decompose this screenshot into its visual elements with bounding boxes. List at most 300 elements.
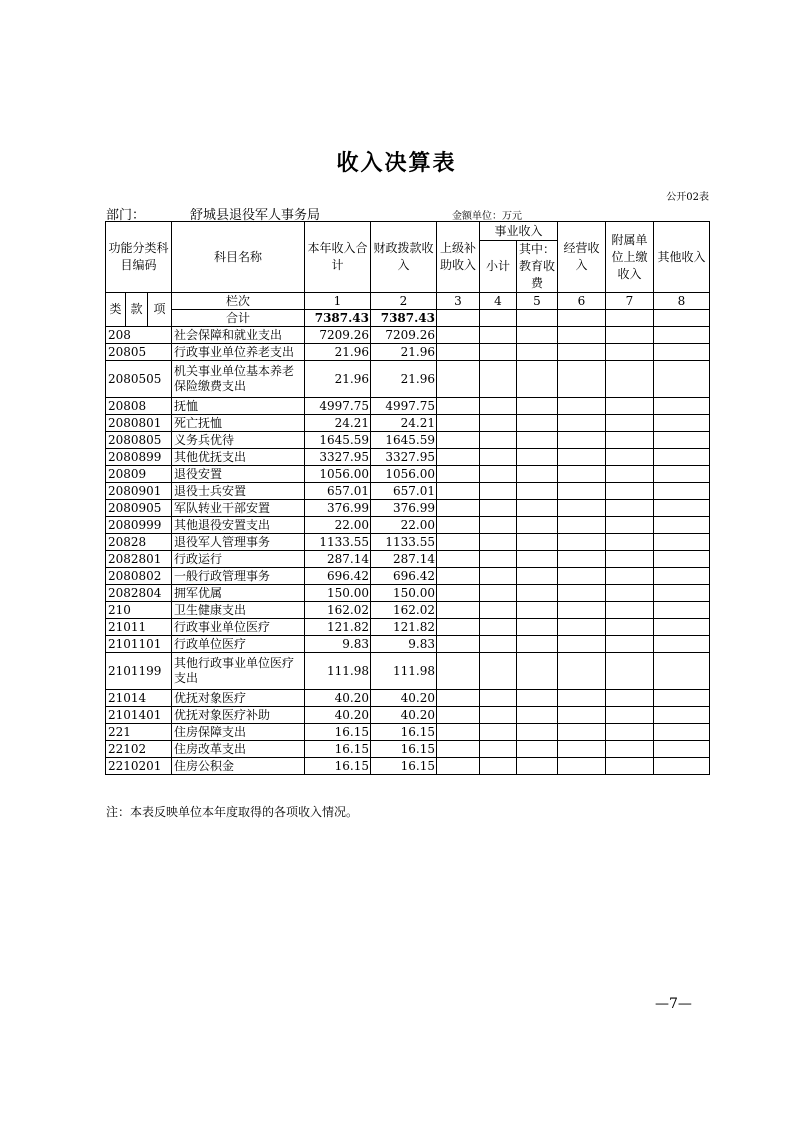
empty-cell (606, 500, 654, 517)
empty-cell (654, 344, 710, 361)
empty-cell (437, 636, 480, 653)
row-fiscal: 111.98 (371, 653, 437, 690)
row-code: 2082804 (106, 585, 172, 602)
row-current-income: 3327.95 (305, 449, 371, 466)
row-fiscal: 40.20 (371, 707, 437, 724)
empty-cell (437, 415, 480, 432)
empty-cell (437, 758, 480, 775)
empty-cell (654, 551, 710, 568)
header-affiliated: 附属单位上缴收入 (606, 222, 654, 293)
empty-cell (437, 602, 480, 619)
empty-cell (606, 741, 654, 758)
empty-cell (654, 568, 710, 585)
col-index-6: 6 (558, 293, 606, 310)
empty-cell (606, 483, 654, 500)
empty-cell (480, 724, 517, 741)
row-subject-name: 死亡抚恤 (172, 415, 305, 432)
row-code: 208 (106, 327, 172, 344)
empty-cell (558, 398, 606, 415)
empty-cell (480, 344, 517, 361)
col-index-1: 1 (305, 293, 371, 310)
empty-cell (654, 707, 710, 724)
table-row (106, 500, 710, 517)
row-subject-name: 抚恤 (172, 398, 305, 415)
empty-cell (606, 724, 654, 741)
empty-cell (606, 636, 654, 653)
empty-cell (606, 449, 654, 466)
page-title: 收入决算表 (336, 151, 457, 176)
empty-cell (558, 466, 606, 483)
header-subject-name: 科目名称 (172, 222, 305, 293)
row-current-income: 4997.75 (305, 398, 371, 415)
header-subtotal: 小计 (480, 241, 517, 293)
row-subject-name: 一般行政管理事务 (172, 568, 305, 585)
empty-cell (654, 758, 710, 775)
row-subject-name: 拥军优属 (172, 585, 305, 602)
empty-cell (606, 585, 654, 602)
row-fiscal: 4997.75 (371, 398, 437, 415)
table-body (106, 222, 710, 775)
row-current-income: 16.15 (305, 758, 371, 775)
empty-cell (517, 585, 558, 602)
row-current-income: 7209.26 (305, 327, 371, 344)
empty-cell (437, 449, 480, 466)
header-kuan: 款 (126, 293, 148, 327)
empty-cell (437, 653, 480, 690)
row-code: 2101401 (106, 707, 172, 724)
row-current-income: 657.01 (305, 483, 371, 500)
header-current-income: 本年收入合计 (305, 222, 371, 293)
empty-cell (480, 690, 517, 707)
row-code: 2080801 (106, 415, 172, 432)
table-row (106, 758, 710, 775)
empty-cell (606, 398, 654, 415)
empty-cell (437, 619, 480, 636)
row-current-income: 40.20 (305, 707, 371, 724)
table-row (106, 602, 710, 619)
empty-cell (437, 344, 480, 361)
row-code: 2080802 (106, 568, 172, 585)
empty-cell (558, 741, 606, 758)
table-row (106, 398, 710, 415)
row-code: 2080999 (106, 517, 172, 534)
empty-cell (437, 432, 480, 449)
empty-cell (654, 466, 710, 483)
empty-cell (654, 415, 710, 432)
row-fiscal: 22.00 (371, 517, 437, 534)
table-row (106, 636, 710, 653)
header-xiang: 项 (148, 293, 172, 327)
row-subject-name: 住房公积金 (172, 758, 305, 775)
empty-cell (558, 568, 606, 585)
empty-cell (480, 361, 517, 398)
empty-cell (517, 398, 558, 415)
empty-cell (517, 500, 558, 517)
empty-cell (517, 551, 558, 568)
row-subject-name: 社会保障和就业支出 (172, 327, 305, 344)
row-fiscal: 150.00 (371, 585, 437, 602)
col-index-4: 4 (480, 293, 517, 310)
row-fiscal: 16.15 (371, 724, 437, 741)
row-fiscal: 1645.59 (371, 432, 437, 449)
row-code: 20805 (106, 344, 172, 361)
empty-cell (654, 636, 710, 653)
empty-cell (606, 310, 654, 327)
empty-cell (437, 568, 480, 585)
table-row (106, 551, 710, 568)
table-row (106, 568, 710, 585)
row-current-income: 287.14 (305, 551, 371, 568)
empty-cell (517, 361, 558, 398)
table-row (106, 653, 710, 690)
empty-cell (517, 534, 558, 551)
row-subject-name: 其他退役安置支出 (172, 517, 305, 534)
row-code: 21011 (106, 619, 172, 636)
empty-cell (517, 466, 558, 483)
empty-cell (517, 344, 558, 361)
col-index-7: 7 (606, 293, 654, 310)
row-code: 2101199 (106, 653, 172, 690)
header-superior: 上级补助收入 (437, 222, 480, 293)
empty-cell (558, 534, 606, 551)
table-row (106, 483, 710, 500)
empty-cell (517, 449, 558, 466)
empty-cell (654, 500, 710, 517)
row-current-income: 21.96 (305, 361, 371, 398)
empty-cell (517, 653, 558, 690)
row-subject-name: 机关事业单位基本养老保险缴费支出 (172, 361, 305, 398)
row-fiscal: 40.20 (371, 690, 437, 707)
header-fiscal: 财政拨款收入 (371, 222, 437, 293)
row-fiscal: 162.02 (371, 602, 437, 619)
column-index-row (106, 293, 710, 310)
empty-cell (606, 551, 654, 568)
empty-cell (654, 483, 710, 500)
row-fiscal: 1133.55 (371, 534, 437, 551)
col-index-5: 5 (517, 293, 558, 310)
department-label: 部门： (106, 208, 146, 223)
empty-cell (654, 741, 710, 758)
row-subject-name: 住房保障支出 (172, 724, 305, 741)
table-row (106, 327, 710, 344)
empty-cell (437, 361, 480, 398)
empty-cell (480, 449, 517, 466)
row-current-income: 16.15 (305, 741, 371, 758)
row-subject-name: 义务兵优待 (172, 432, 305, 449)
row-fiscal: 121.82 (371, 619, 437, 636)
empty-cell (480, 398, 517, 415)
row-code: 22102 (106, 741, 172, 758)
empty-cell (654, 517, 710, 534)
row-fiscal: 3327.95 (371, 449, 437, 466)
empty-cell (654, 361, 710, 398)
header-other: 其他收入 (654, 222, 710, 293)
empty-cell (558, 344, 606, 361)
empty-cell (480, 432, 517, 449)
empty-cell (437, 327, 480, 344)
empty-cell (654, 585, 710, 602)
empty-cell (480, 500, 517, 517)
row-current-income: 150.00 (305, 585, 371, 602)
empty-cell (606, 758, 654, 775)
table-row (106, 449, 710, 466)
empty-cell (517, 690, 558, 707)
col-index-2: 2 (371, 293, 437, 310)
empty-cell (437, 517, 480, 534)
empty-cell (437, 690, 480, 707)
row-code: 2210201 (106, 758, 172, 775)
empty-cell (517, 741, 558, 758)
empty-cell (558, 707, 606, 724)
empty-cell (654, 724, 710, 741)
empty-cell (517, 758, 558, 775)
empty-cell (606, 619, 654, 636)
row-subject-name: 卫生健康支出 (172, 602, 305, 619)
header-row (106, 222, 710, 241)
row-fiscal: 16.15 (371, 758, 437, 775)
empty-cell (558, 551, 606, 568)
total-current: 7387.43 (305, 310, 371, 327)
empty-cell (606, 415, 654, 432)
row-fiscal: 657.01 (371, 483, 437, 500)
empty-cell (606, 361, 654, 398)
empty-cell (437, 585, 480, 602)
row-subject-name: 退役安置 (172, 466, 305, 483)
total-row (106, 310, 710, 327)
empty-cell (654, 310, 710, 327)
empty-cell (558, 310, 606, 327)
row-code: 20809 (106, 466, 172, 483)
empty-cell (480, 466, 517, 483)
table-row (106, 466, 710, 483)
empty-cell (558, 619, 606, 636)
empty-cell (480, 568, 517, 585)
row-current-income: 162.02 (305, 602, 371, 619)
empty-cell (606, 707, 654, 724)
row-fiscal: 21.96 (371, 361, 437, 398)
total-label: 合计 (172, 310, 305, 327)
empty-cell (606, 568, 654, 585)
row-subject-name: 优抚对象医疗补助 (172, 707, 305, 724)
row-fiscal: 16.15 (371, 741, 437, 758)
empty-cell (558, 758, 606, 775)
empty-cell (517, 517, 558, 534)
table-row (106, 517, 710, 534)
table-row (106, 619, 710, 636)
empty-cell (654, 653, 710, 690)
empty-cell (558, 500, 606, 517)
empty-cell (480, 602, 517, 619)
row-current-income: 1645.59 (305, 432, 371, 449)
header-lei: 类 (106, 293, 126, 327)
empty-cell (437, 398, 480, 415)
row-current-income: 16.15 (305, 724, 371, 741)
row-code: 2080899 (106, 449, 172, 466)
empty-cell (654, 619, 710, 636)
empty-cell (517, 707, 558, 724)
row-code: 2080905 (106, 500, 172, 517)
empty-cell (606, 466, 654, 483)
empty-cell (480, 741, 517, 758)
row-code: 20828 (106, 534, 172, 551)
empty-cell (654, 449, 710, 466)
empty-cell (480, 585, 517, 602)
department-name: 舒城县退役军人事务局 (190, 208, 321, 223)
footnote: 注：本表反映单位本年度取得的各项收入情况。 (106, 805, 359, 819)
row-code: 2080805 (106, 432, 172, 449)
row-code: 210 (106, 602, 172, 619)
row-subject-name: 退役军人管理事务 (172, 534, 305, 551)
row-fiscal: 9.83 (371, 636, 437, 653)
empty-cell (606, 690, 654, 707)
row-code: 21014 (106, 690, 172, 707)
empty-cell (558, 636, 606, 653)
row-current-income: 22.00 (305, 517, 371, 534)
empty-cell (606, 432, 654, 449)
empty-cell (654, 602, 710, 619)
empty-cell (606, 602, 654, 619)
empty-cell (517, 310, 558, 327)
table-row (106, 534, 710, 551)
row-fiscal: 287.14 (371, 551, 437, 568)
row-code: 2082801 (106, 551, 172, 568)
row-code: 2101101 (106, 636, 172, 653)
table-row (106, 361, 710, 398)
empty-cell (480, 415, 517, 432)
row-subject-name: 其他优抚支出 (172, 449, 305, 466)
empty-cell (558, 517, 606, 534)
header-career: 事业收入 (480, 222, 558, 241)
empty-cell (606, 534, 654, 551)
row-fiscal: 1056.00 (371, 466, 437, 483)
empty-cell (437, 707, 480, 724)
empty-cell (558, 483, 606, 500)
empty-cell (480, 327, 517, 344)
empty-cell (437, 310, 480, 327)
empty-cell (480, 517, 517, 534)
row-code: 2080505 (106, 361, 172, 398)
row-subject-name: 行政事业单位养老支出 (172, 344, 305, 361)
empty-cell (654, 432, 710, 449)
row-fiscal: 376.99 (371, 500, 437, 517)
table-row (106, 690, 710, 707)
header-edu: 其中：教育收费 (517, 241, 558, 293)
row-current-income: 696.42 (305, 568, 371, 585)
empty-cell (517, 724, 558, 741)
row-current-income: 24.21 (305, 415, 371, 432)
amount-unit: 金额单位：万元 (452, 211, 522, 222)
empty-cell (517, 568, 558, 585)
row-code: 2080901 (106, 483, 172, 500)
col-index-3: 3 (437, 293, 480, 310)
empty-cell (654, 534, 710, 551)
table-row (106, 724, 710, 741)
header-operating: 经营收入 (558, 222, 606, 293)
row-code: 221 (106, 724, 172, 741)
empty-cell (558, 690, 606, 707)
row-subject-name: 优抚对象医疗 (172, 690, 305, 707)
total-fiscal: 7387.43 (371, 310, 437, 327)
table-row (106, 432, 710, 449)
empty-cell (517, 619, 558, 636)
empty-cell (558, 327, 606, 344)
empty-cell (480, 758, 517, 775)
empty-cell (437, 466, 480, 483)
empty-cell (654, 690, 710, 707)
empty-cell (437, 483, 480, 500)
empty-cell (558, 724, 606, 741)
empty-cell (480, 636, 517, 653)
empty-cell (437, 724, 480, 741)
row-subject-name: 行政单位医疗 (172, 636, 305, 653)
table-row (106, 415, 710, 432)
table-row (106, 741, 710, 758)
empty-cell (606, 344, 654, 361)
row-subject-name: 行政事业单位医疗 (172, 619, 305, 636)
row-current-income: 1133.55 (305, 534, 371, 551)
empty-cell (480, 707, 517, 724)
empty-cell (558, 449, 606, 466)
empty-cell (606, 327, 654, 344)
empty-cell (558, 653, 606, 690)
header-lanci: 栏次 (172, 293, 305, 310)
empty-cell (437, 534, 480, 551)
header-func-code: 功能分类科目编码 (106, 222, 172, 293)
empty-cell (517, 327, 558, 344)
row-fiscal: 7209.26 (371, 327, 437, 344)
empty-cell (558, 432, 606, 449)
row-subject-name: 退役士兵安置 (172, 483, 305, 500)
row-subject-name: 住房改革支出 (172, 741, 305, 758)
empty-cell (606, 517, 654, 534)
row-subject-name: 军队转业干部安置 (172, 500, 305, 517)
row-current-income: 121.82 (305, 619, 371, 636)
empty-cell (558, 415, 606, 432)
empty-cell (437, 551, 480, 568)
table-row (106, 585, 710, 602)
empty-cell (517, 602, 558, 619)
row-subject-name: 行政运行 (172, 551, 305, 568)
empty-cell (558, 585, 606, 602)
row-current-income: 40.20 (305, 690, 371, 707)
empty-cell (517, 636, 558, 653)
row-current-income: 9.83 (305, 636, 371, 653)
empty-cell (517, 432, 558, 449)
row-fiscal: 24.21 (371, 415, 437, 432)
empty-cell (480, 310, 517, 327)
col-index-8: 8 (654, 293, 710, 310)
row-current-income: 1056.00 (305, 466, 371, 483)
empty-cell (654, 327, 710, 344)
row-current-income: 376.99 (305, 500, 371, 517)
empty-cell (480, 619, 517, 636)
empty-cell (480, 653, 517, 690)
empty-cell (558, 361, 606, 398)
empty-cell (480, 483, 517, 500)
row-current-income: 111.98 (305, 653, 371, 690)
empty-cell (480, 534, 517, 551)
empty-cell (480, 551, 517, 568)
empty-cell (517, 415, 558, 432)
row-fiscal: 21.96 (371, 344, 437, 361)
empty-cell (517, 483, 558, 500)
empty-cell (606, 653, 654, 690)
row-fiscal: 696.42 (371, 568, 437, 585)
empty-cell (437, 741, 480, 758)
row-subject-name: 其他行政事业单位医疗支出 (172, 653, 305, 690)
row-code: 20808 (106, 398, 172, 415)
empty-cell (558, 602, 606, 619)
